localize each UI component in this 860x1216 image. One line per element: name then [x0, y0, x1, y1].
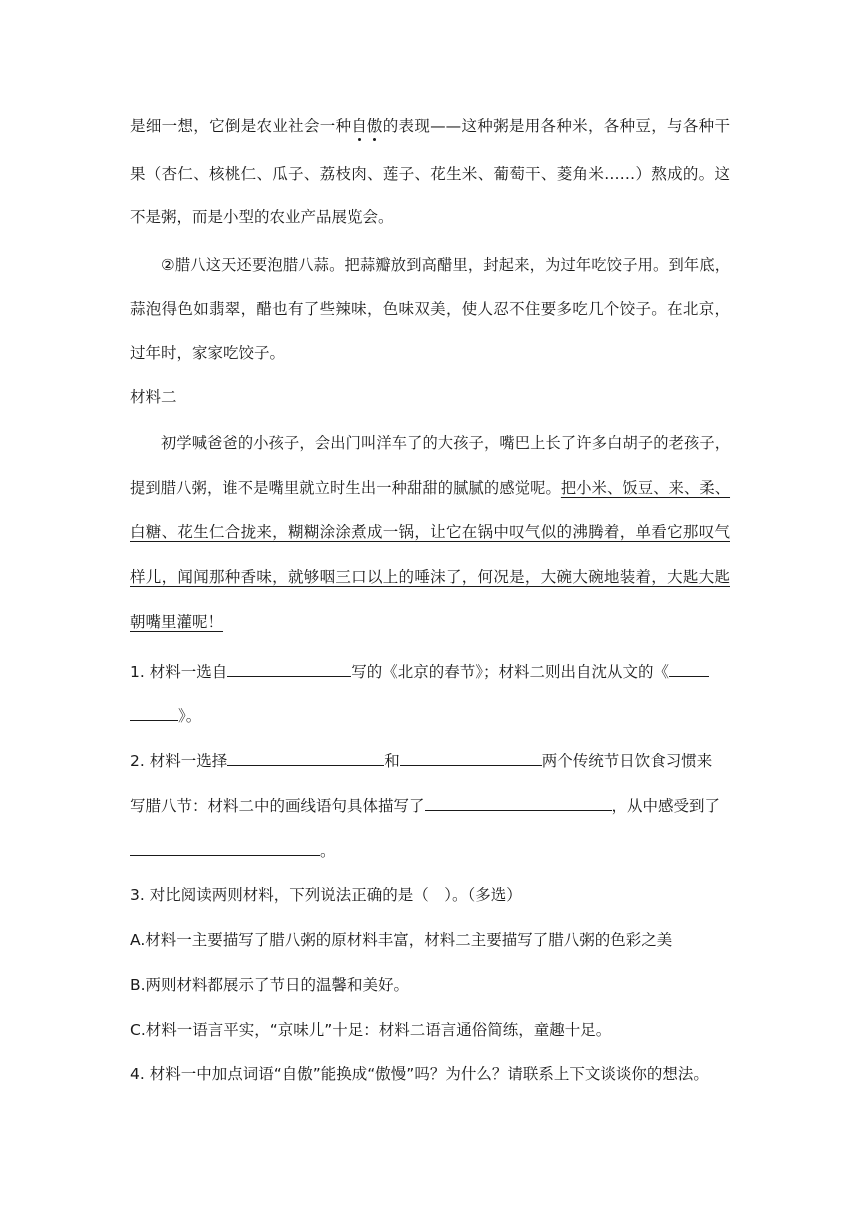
underlined-text: 朝嘴里灌呢！	[130, 613, 224, 631]
question-4-stem: 4. 材料一中加点词语“自傲”能换成“傲慢”吗？为什么？请联系上下文谈谈你的想法。	[130, 1065, 709, 1083]
paragraph-1-line-3: 不是粥，而是小型的农业产品展览会。	[130, 208, 394, 226]
paragraph-3-line-3: 白糖、花生仁合拢来，糊糊涂涂煮成一锅，让它在锅中叹气似的沸腾着，单看它那叹气	[130, 523, 730, 541]
answer-blank[interactable]	[400, 748, 542, 766]
question-3-option-b: B.两则材料都展示了节日的温馨和美好。	[130, 976, 410, 994]
answer-blank[interactable]	[669, 659, 709, 677]
question-3-option-c: C.材料一语言平实，“京味儿”十足：材料二语言通俗简练，童趣十足。	[130, 1021, 612, 1039]
answer-blank[interactable]	[425, 793, 612, 811]
question-1-line-1: 1. 材料一选自 写的《北京的春节》；材料二则出自沈从文的《	[130, 659, 730, 683]
underlined-text: 把小米、饭豆、来、柔、	[560, 479, 731, 497]
paragraph-3-line-4: 样儿，闻闻那种香味，就够咽三口以上的唾沫了，何况是，大碗大碗地装着，大匙大匙	[130, 568, 730, 586]
question-3-option-a: A.材料一主要描写了腊八粥的原材料丰富，材料二主要描写了腊八粥的色彩之美	[130, 931, 673, 949]
question-2-line-3: 。	[130, 838, 730, 862]
answer-blank[interactable]	[130, 838, 320, 856]
paragraph-1-line-2: 果（杏仁、核桃仁、瓜子、荔枝肉、莲子、花生米、葡萄干、菱角米……）熬成的。这	[130, 165, 730, 183]
answer-blank[interactable]	[227, 748, 384, 766]
emphasis-dot-char: 自	[351, 114, 367, 138]
paragraph-2-line-2: 蒜泡得色如翡翠，醋也有了些辣味，色味双美，使人忍不住要多吃几个饺子。在北京，	[130, 300, 730, 318]
question-1-line-2: 》。	[130, 703, 730, 727]
answer-blank[interactable]	[227, 659, 351, 677]
answer-blank[interactable]	[130, 703, 178, 721]
question-2-line-1: 2. 材料一选择 和 两个传统节日饮食习惯来	[130, 748, 730, 772]
question-3-stem: 3. 对比阅读两则材料，下列说法正确的是（ ）。（多选）	[130, 886, 522, 904]
question-2-line-2: 写腊八节：材料二中的画线语句具体描写了 ，从中感受到了	[130, 793, 730, 817]
paragraph-1-line-1: 是细一想，它倒是农业社会一种自傲的表现——这种粥是用各种米，各种豆，与各种干	[130, 114, 730, 138]
paragraph-3-line-1: 初学喊爸爸的小孩子，会出门叫洋车了的大孩子，嘴巴上长了许多白胡子的老孩子，	[161, 434, 730, 452]
paragraph-3-line-2: 提到腊八粥，谁不是嘴里就立时生出一种甜甜的腻腻的感觉呢。把小米、饭豆、来、柔、	[130, 479, 731, 497]
paragraph-2-line-3: 过年时，家家吃饺子。	[130, 344, 286, 362]
paragraph-3-line-5	[130, 610, 730, 634]
paragraph-2-line-1: ②腊八这天还要泡腊八蒜。把蒜瓣放到高醋里，封起来，为过年吃饺子用。到年底，	[161, 256, 730, 274]
material-2-heading: 材料二	[130, 388, 177, 406]
emphasis-dot-char: 傲	[367, 114, 383, 138]
